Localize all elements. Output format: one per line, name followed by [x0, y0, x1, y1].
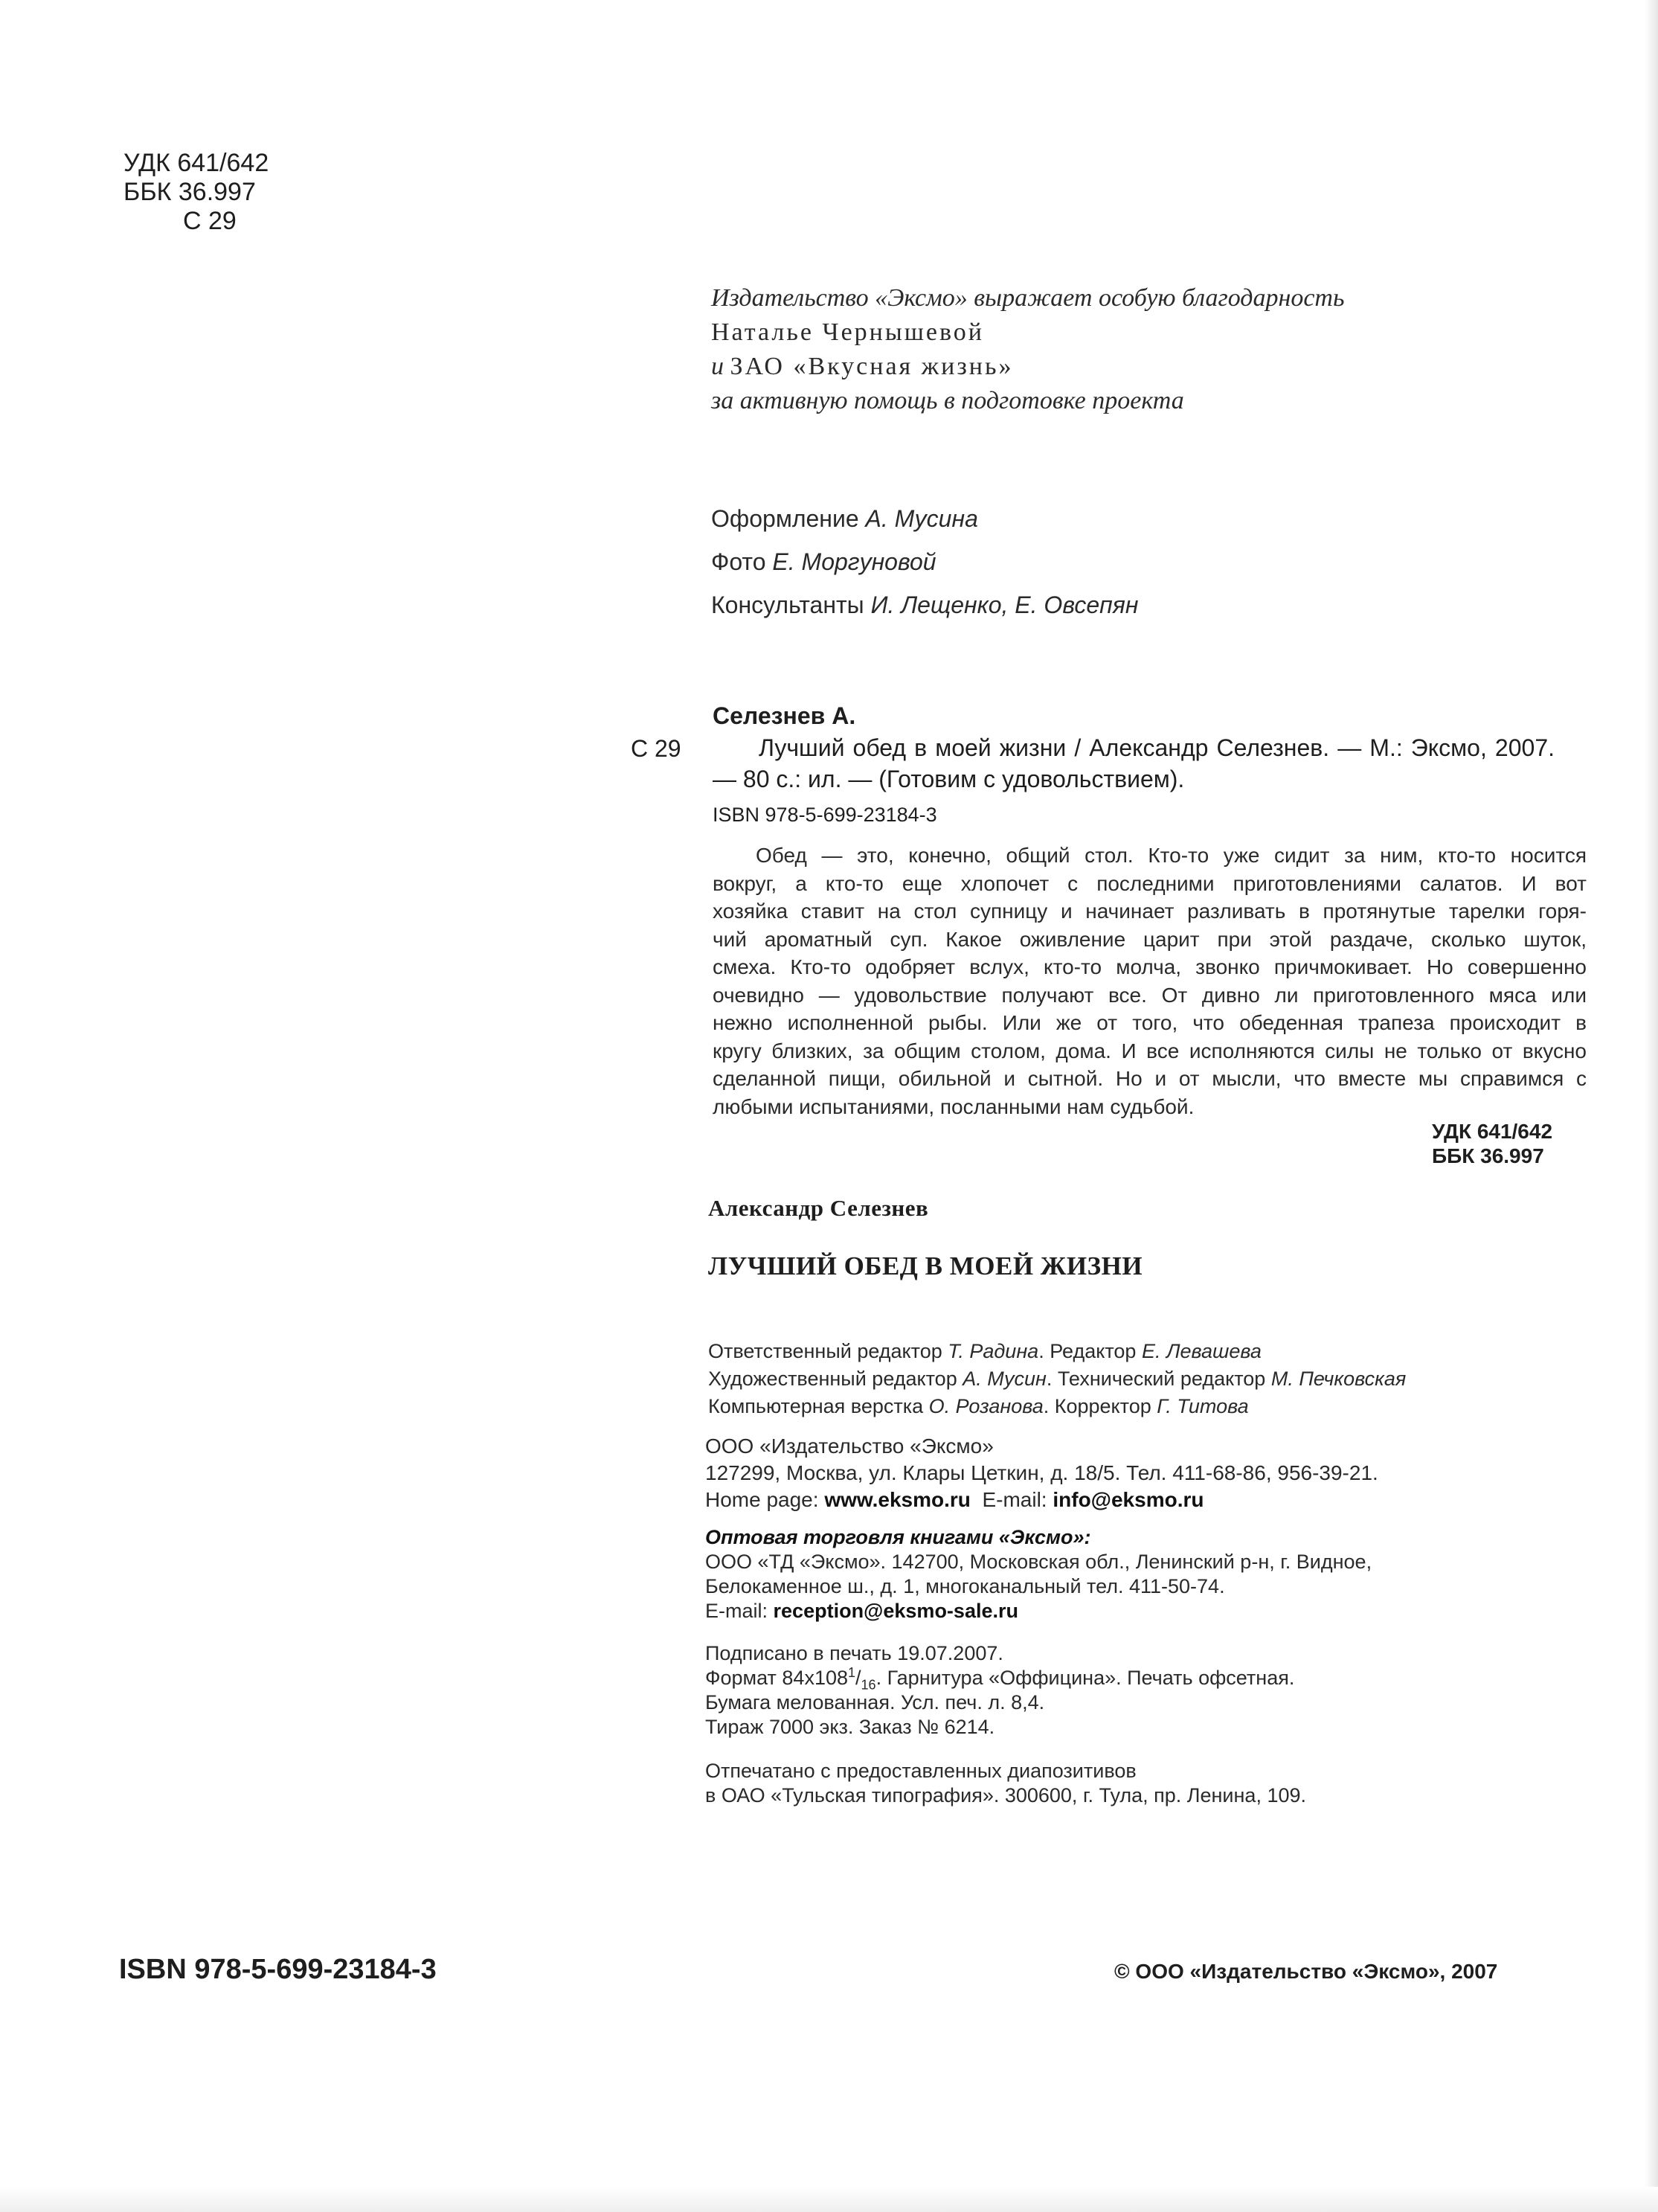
- abstract-line: нежно исполненной рыбы. Или же от того, что обеденная трапеза происходит в: [713, 1011, 1587, 1034]
- staff-line-1: [708, 1338, 1406, 1365]
- credit-consultants-label: Консультанты: [711, 592, 864, 618]
- email-link[interactable]: info@eksmo.ru: [1053, 1488, 1204, 1511]
- thanks-line-1: Издательство «Эксмо» выражает особую благодарность: [711, 284, 1345, 312]
- wholesale-email: [705, 1599, 1372, 1623]
- format-line: [705, 1665, 1295, 1693]
- wholesale-line-2: Белокаменное ш., д. 1, многоканальный тел. 411-50-74.: [705, 1575, 1225, 1597]
- staff-role: . Корректор: [1043, 1395, 1151, 1417]
- format-prefix: Формат 84x108: [705, 1667, 848, 1689]
- abstract-line: чий ароматный суп. Какое оживление царит при этой раздаче, сколько шуток,: [713, 927, 1587, 951]
- wholesale-block: [705, 1525, 1372, 1623]
- staff-person: Т. Радина: [948, 1340, 1039, 1362]
- format-sub: 16: [861, 1677, 876, 1693]
- staff-line-2: [708, 1365, 1406, 1393]
- format-sup: 1: [848, 1665, 856, 1680]
- credit-photo-name: Е. Моргуновой: [772, 548, 936, 575]
- publisher-contacts: [705, 1487, 1378, 1513]
- wholesale-heading: Оптовая торговля книгами «Эксмо»:: [705, 1526, 1091, 1548]
- abstract-line: кругу близких, за общим столом, дома. И все исполняются силы не только от вкусно: [713, 1039, 1587, 1062]
- email-label: E-mail:: [982, 1488, 1047, 1511]
- wholesale-email-label: E-mail:: [705, 1600, 768, 1622]
- footer-copyright: © ООО «Издательство «Эксмо», 2007: [1114, 1960, 1498, 1983]
- publisher-address: 127299, Москва, ул. Клары Цеткин, д. 18/5. Тел. 411-68-86, 956-39-21.: [705, 1461, 1378, 1484]
- credit-photo-label: Фото: [711, 548, 766, 575]
- footer-isbn: ISBN 978-5-699-23184-3: [119, 1954, 437, 1985]
- abstract: [713, 841, 1587, 1121]
- abstract-line: вокруг, а кто-то еще хлопочет с последними приготовлениями салатов. И вот: [713, 871, 1587, 895]
- bbk-code: ББК 36.997: [123, 178, 256, 206]
- page-bottom-shadow: [0, 2187, 1658, 2212]
- credit-consultants: [711, 591, 1138, 619]
- staff-person: О. Розанова: [928, 1395, 1044, 1417]
- wholesale-line-1: ООО «ТД «Эксмо». 142700, Московская обл., Ленинский р-н, г. Видное,: [705, 1551, 1372, 1573]
- home-page-link[interactable]: www.eksmo.ru: [824, 1488, 971, 1511]
- printed-line-1: Отпечатано с предоставленных диапозитивов: [705, 1760, 1137, 1782]
- staff-person: Е. Левашева: [1141, 1340, 1262, 1362]
- abstract-classification: [1432, 1119, 1552, 1168]
- abstract-line: смеха. Кто-то одобряет вслух, кто-то молча, звонко причмокивает. Но совершенно: [713, 955, 1587, 978]
- staff-role: . Технический редактор: [1046, 1368, 1266, 1390]
- printed-at: [705, 1759, 1306, 1808]
- home-page-label: Home page:: [705, 1488, 819, 1511]
- abstract-line: любыми испытаниями, посланными нам судьбой.: [713, 1094, 1195, 1118]
- credit-design-label: Оформление: [711, 505, 859, 532]
- credit-design: [711, 504, 978, 533]
- staff-person: Г. Титова: [1157, 1395, 1249, 1417]
- author-sign: С 29: [183, 207, 237, 235]
- paper-line: Бумага мелованная. Усл. печ. л. 8,4.: [705, 1691, 1045, 1714]
- thanks-line-2: Наталье Чернышевой: [711, 318, 985, 346]
- staff-person: М. Печковская: [1270, 1368, 1407, 1390]
- udk-code: УДК 641/642: [123, 149, 269, 177]
- abstract-bbk: ББК 36.997: [1432, 1144, 1544, 1167]
- thanks-conjunction: и: [711, 353, 724, 380]
- staff-person: А. Мусин: [963, 1368, 1047, 1390]
- page-edge-shadow: [1645, 0, 1658, 2212]
- editorial-staff: [708, 1338, 1406, 1420]
- printing-details: [705, 1641, 1294, 1740]
- abstract-line: Обед — это, конечно, общий стол. Кто-то уже сидит за ним, кто-то носится: [756, 844, 1587, 867]
- staff-role: Художественный редактор: [708, 1368, 957, 1390]
- credit-design-name: А. Мусина: [865, 505, 978, 532]
- abstract-line: очевидно — удовольствие получают все. От дивно ли приготовленного мяса или: [713, 983, 1587, 1007]
- bib-isbn: ISBN 978-5-699-23184-3: [713, 804, 937, 826]
- format-slash: /: [855, 1667, 861, 1689]
- abstract-line: хозяйка ставит на стол супницу и начинает разливать в протянутые тарелки горя-: [713, 900, 1587, 923]
- staff-role: Ответственный редактор: [708, 1340, 942, 1362]
- run-line: Тираж 7000 экз. Заказ № 6214.: [705, 1716, 995, 1738]
- thanks-line-3: [711, 350, 1344, 384]
- wholesale-email-link[interactable]: reception@eksmo-sale.ru: [773, 1600, 1018, 1622]
- acknowledgement: [711, 281, 1344, 418]
- credit-photo: [711, 548, 936, 576]
- abstract-line: сделанной пищи, обильной и сытной. Но и от мысли, что вместе мы справимся с: [713, 1067, 1587, 1090]
- printed-line-2: в ОАО «Тульская типография». 300600, г. Тула, пр. Ленина, 109.: [705, 1784, 1306, 1807]
- classification-block: [123, 149, 269, 236]
- credit-consultants-names: И. Лещенко, Е. Овсепян: [870, 592, 1139, 618]
- staff-line-3: [708, 1393, 1406, 1420]
- staff-role: Компьютерная верстка: [708, 1395, 924, 1417]
- signed-date: Подписано в печать 19.07.2007.: [705, 1642, 1003, 1664]
- abstract-udk: УДК 641/642: [1432, 1120, 1553, 1143]
- publisher-block: [705, 1433, 1378, 1513]
- format-suffix: . Гарнитура «Оффицина». Печать офсетная.: [875, 1667, 1295, 1689]
- thanks-company: ЗАО «Вкусная жизнь»: [730, 353, 1014, 380]
- bib-description: Лучший обед в моей жизни / Александр Селезнев. — М.: Эксмо, 2007. — 80 с.: ил. — (Готовим с удовольствием).: [713, 734, 1555, 792]
- staff-role: . Редактор: [1038, 1340, 1137, 1362]
- thanks-line-4: за активную помощь в подготовке проекта: [711, 387, 1184, 414]
- book-title: ЛУЧШИЙ ОБЕД В МОЕЙ ЖИЗНИ: [708, 1251, 1143, 1280]
- bib-author: Селезнев А.: [713, 702, 856, 729]
- book-author: Александр Селезнев: [708, 1195, 929, 1221]
- publisher-name: ООО «Издательство «Эксмо»: [705, 1434, 994, 1458]
- bib-author-sign: С 29: [631, 735, 681, 762]
